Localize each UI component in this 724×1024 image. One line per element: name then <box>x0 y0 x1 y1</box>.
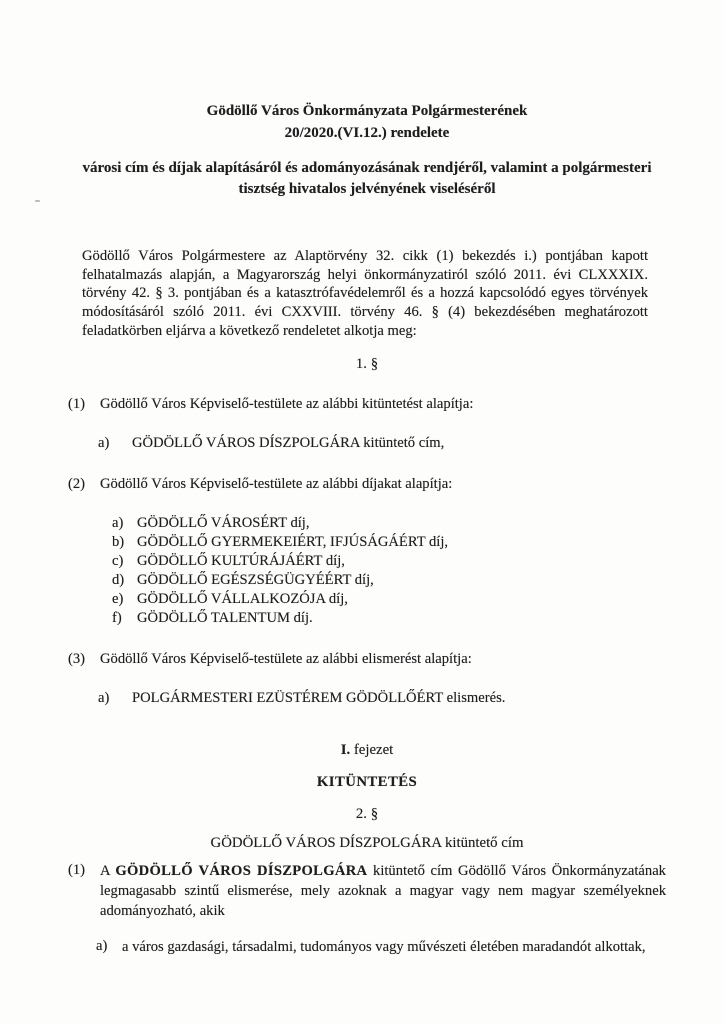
section-2-heading: 2. § <box>355 805 379 822</box>
prize-list <box>112 514 666 628</box>
scan-artifact <box>35 200 40 202</box>
document-title <box>68 100 666 144</box>
item-marker: b) <box>112 534 125 551</box>
item-marker: e) <box>112 591 124 608</box>
section-1-heading: 1. § <box>355 355 379 372</box>
item-text: GÖDÖLLŐ TALENTUM díj. <box>137 610 313 627</box>
item-text: Gödöllő Város Képviselő-testülete az alábbi kitüntetést alapítja: <box>100 395 474 412</box>
item-marker: (3) <box>68 650 86 667</box>
item-marker: a) <box>96 937 108 954</box>
item-text: GÖDÖLLŐ VÁROS DÍSZPOLGÁRA kitüntető cím, <box>132 435 445 452</box>
item-text <box>100 861 666 921</box>
item-marker: (1) <box>68 861 86 878</box>
chapter-word: fejezet <box>353 741 394 758</box>
item-marker: a) <box>98 690 110 707</box>
item-text: GÖDÖLLŐ KULTÚRÁJÁÉRT díj, <box>137 553 345 570</box>
list-item <box>68 475 666 494</box>
list-item <box>112 533 666 552</box>
para2-lead: A <box>100 862 110 879</box>
item-text: a város gazdasági, társadalmi, tudományos vagy művészeti életében maradandót alkottak, <box>122 938 646 955</box>
para2-rest: kitüntető cím Gödöllő Város Önkormányzatának legmagasabb szintű elismerése, mely azoknak a magyar vagy nem magyar személyeknek adományozható, akik <box>100 862 666 919</box>
list-item <box>112 609 666 628</box>
list-item <box>96 937 666 957</box>
list-item <box>68 395 666 414</box>
para2-bold-caps: GÖDÖLLŐ VÁROS DÍSZPOLGÁRA <box>115 862 368 879</box>
item-text: GÖDÖLLŐ GYERMEKEIÉRT, IFJÚSÁGÁÉRT díj, <box>137 534 449 551</box>
section-2-title: GÖDÖLLŐ VÁROS DÍSZPOLGÁRA kitüntető cím <box>210 834 524 851</box>
item-marker: a) <box>112 515 124 532</box>
preamble-paragraph: Gödöllő Város Polgármestere az Alaptörvény 32. cikk (1) bekezdés i.) pontjában kapott felhatalmazás alapján, a Magyarország helyi önkormányzatiról szóló 2011. évi CLXXXIX. törvény 42. § 3. pontjában és a katasztrófavédelemről és a hozzá kapcsolódó egyes törvények módosításáról szóló 2011. évi CXXVIII. törvény 46. § (4) bekezdésében meghatározott feladatkörben eljárva a következő rendeletet alkotja meg: <box>82 248 648 339</box>
document-content <box>68 0 666 957</box>
item-text: Gödöllő Város Képviselő-testülete az alábbi elismerést alapítja: <box>100 650 472 667</box>
title-line-2: 20/2020.(VI.12.) rendelete <box>284 125 450 141</box>
list-item <box>98 689 666 708</box>
document-subtitle: városi cím és díjak alapításáról és adományozásának rendjéről, valamint a polgármesteri tisztség hivatalos jelvényének viseléséről <box>82 160 652 197</box>
item-marker: (1) <box>68 395 86 412</box>
item-text: Gödöllő Város Képviselő-testülete az alábbi díjakat alapítja: <box>100 475 453 492</box>
item-text: GÖDÖLLŐ VÁLLALKOZÓJA díj, <box>137 591 348 608</box>
list-item <box>112 571 666 590</box>
list-item <box>98 434 666 453</box>
list-item <box>112 514 666 533</box>
list-item <box>112 590 666 609</box>
title-line-1: Gödöllő Város Önkormányzata Polgármesterének <box>206 103 528 119</box>
item-text: POLGÁRMESTERI EZÜSTÉREM GÖDÖLLŐÉRT elismerés. <box>132 690 506 707</box>
item-text: GÖDÖLLŐ VÁROSÉRT díj, <box>137 515 310 532</box>
item-marker: f) <box>112 610 122 627</box>
chapter-heading <box>68 742 666 759</box>
list-item <box>68 650 666 669</box>
item-text: GÖDÖLLŐ EGÉSZSÉGÜGYÉÉRT díj, <box>137 572 374 589</box>
item-marker: (2) <box>68 475 86 492</box>
item-marker: c) <box>112 553 124 570</box>
item-marker: d) <box>112 572 125 589</box>
list-item <box>112 552 666 571</box>
chapter-title: KITÜNTETÉS <box>316 773 418 790</box>
list-item <box>68 861 666 921</box>
item-marker: a) <box>98 435 110 452</box>
chapter-number: I. <box>340 741 351 758</box>
